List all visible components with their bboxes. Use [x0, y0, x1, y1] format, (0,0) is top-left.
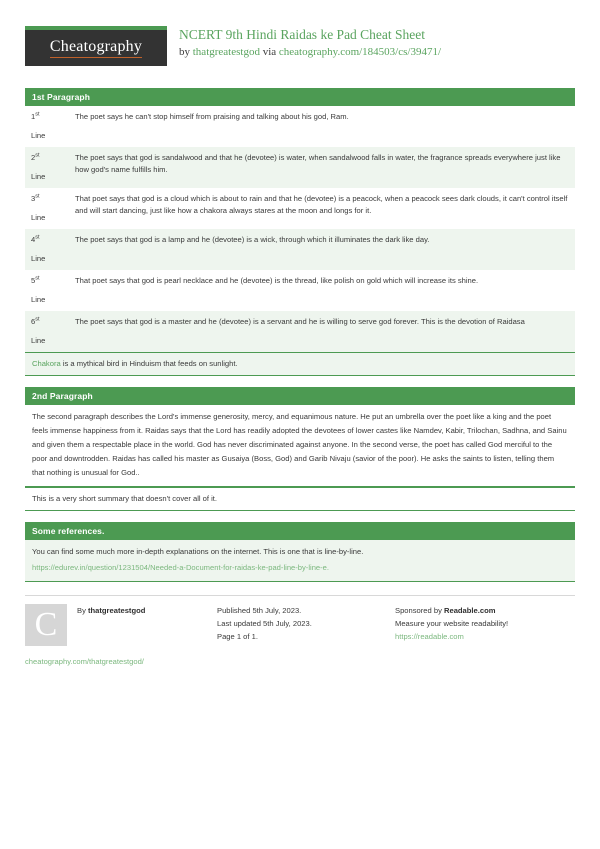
row-text: That poet says that god is a cloud which is about to rain and that he (devotee) is a peacock, when a peacock sees dark clouds, it can't control itself and will start dancing, just like how a chakora always stares at the moon and longs for it.	[69, 188, 575, 229]
table-row	[25, 188, 575, 229]
sponsor-link[interactable]: https://readable.com	[395, 632, 464, 641]
references-body	[25, 540, 575, 582]
row-line-label: Line	[31, 254, 46, 263]
row-number: 5	[31, 276, 36, 285]
table-row	[25, 270, 575, 311]
section-second-paragraph	[25, 387, 575, 511]
row-line-label: Line	[31, 336, 46, 345]
title-block	[179, 26, 441, 59]
row-number-suffix: st	[35, 111, 40, 118]
section-heading: 2nd Paragraph	[25, 387, 575, 405]
references-text: You can find some much more in-depth explanations on the internet. This is one that is line-by-line.	[32, 547, 364, 556]
author-row	[25, 604, 207, 646]
row-number: 1	[31, 112, 36, 121]
sponsor-line	[395, 604, 575, 617]
section-first-paragraph	[25, 88, 575, 376]
section-footnote	[25, 352, 575, 376]
table-row	[25, 311, 575, 352]
author-byline	[77, 604, 145, 617]
paragraph-body: The second paragraph describes the Lord's immense generosity, mercy, and equanimous nature. He put an umbrella over the poet like a king and the poet feels immense happiness from it. Raidas says that the Lord has readily adopted the devotees of lower castes like Namdev, Kabir, Trilochan, Sadhna, and Sainu and given them a respectable place in the world. God has never discriminated against anyone. In the second verse, the poet has called God merciful to the poor and downtrodden. Raidas has called his master as Gusaiya (Boss, God) and Garib Nivaju (savior of the poor). He asks the saints to listen, telling them that nothing is unusual for God..	[25, 405, 575, 487]
section-heading: Some references.	[25, 522, 575, 540]
footer-dates-column	[217, 595, 395, 667]
row-text: The poet says that god is a lamp and he (devotee) is a wick, through which it illuminates the dark like day.	[69, 229, 575, 270]
byline	[179, 45, 441, 59]
author-by-label: By	[77, 606, 88, 615]
row-number-suffix: st	[35, 193, 40, 200]
footer-sponsor-column	[395, 595, 575, 667]
updated-date: Last updated 5th July, 2023.	[217, 619, 312, 628]
published-date: Published 5th July, 2023.	[217, 606, 302, 615]
page-count: Page 1 of 1.	[217, 632, 258, 641]
footer-author-column	[25, 595, 217, 667]
row-label	[25, 147, 69, 188]
paragraph-note: This is a very short summary that doesn't cover all of it.	[25, 487, 575, 511]
row-number: 4	[31, 235, 36, 244]
row-number: 6	[31, 317, 36, 326]
row-label	[25, 270, 69, 311]
table-row	[25, 147, 575, 188]
page-title: NCERT 9th Hindi Raidas ke Pad Cheat Sheet	[179, 27, 426, 42]
lines-table	[25, 106, 575, 352]
byline-author-link[interactable]: thatgreatestgod	[192, 46, 260, 58]
avatar: C	[25, 604, 67, 646]
row-number: 3	[31, 194, 36, 203]
footnote-text: is a mythical bird in Hinduism that feeds on sunlight.	[60, 359, 238, 368]
table-row	[25, 229, 575, 270]
table-row	[25, 106, 575, 147]
row-line-label: Line	[31, 213, 46, 222]
row-number-suffix: st	[35, 234, 40, 241]
section-references	[25, 522, 575, 582]
sponsor-tagline: Measure your website readability!	[395, 619, 509, 628]
page-footer	[25, 595, 575, 667]
cheatography-logo[interactable]	[25, 26, 167, 66]
row-text: The poet says he can't stop himself from praising and talking about his god, Ram.	[69, 106, 575, 147]
row-text: The poet says that god is sandalwood and that he (devotee) is water, when sandalwood falls in water, the fragrance spreads everywhere just like how god's name fulfills him.	[69, 147, 575, 188]
sponsor-prefix: Sponsored by	[395, 606, 444, 615]
byline-source-link[interactable]: cheatography.com/184503/cs/39471/	[278, 46, 442, 58]
byline-prefix: by	[179, 46, 193, 58]
row-label	[25, 188, 69, 229]
row-text: The poet says that god is a master and he (devotee) is a servant and he is willing to serve god forever. This is the devotion of Raidasa	[69, 311, 575, 352]
reference-link[interactable]: https://edurev.in/question/1231504/Needed-a-Document-for-raidas-ke-pad-line-by-line-e.	[32, 563, 330, 572]
section-heading: 1st Paragraph	[25, 88, 575, 106]
sponsor-name[interactable]: Readable.com	[443, 606, 496, 615]
row-number: 2	[31, 153, 36, 162]
logo-text: Cheatography	[50, 38, 142, 58]
page-header	[25, 26, 575, 74]
row-line-label: Line	[31, 172, 46, 181]
row-line-label: Line	[31, 295, 46, 304]
row-label	[25, 311, 69, 352]
row-number-suffix: st	[35, 275, 40, 282]
footnote-term: Chakora	[32, 359, 61, 368]
row-label	[25, 106, 69, 147]
row-number-suffix: st	[35, 316, 40, 323]
byline-via: via	[259, 46, 279, 58]
row-number-suffix: st	[35, 152, 40, 159]
row-line-label: Line	[31, 131, 46, 140]
row-label	[25, 229, 69, 270]
author-name: thatgreatestgod	[87, 606, 146, 615]
author-profile-link[interactable]: cheatography.com/thatgreatestgod/	[25, 657, 144, 666]
row-text: That poet says that god is pearl necklace and he (devotee) is the thread, like polish on gold which will increase its shine.	[69, 270, 575, 311]
